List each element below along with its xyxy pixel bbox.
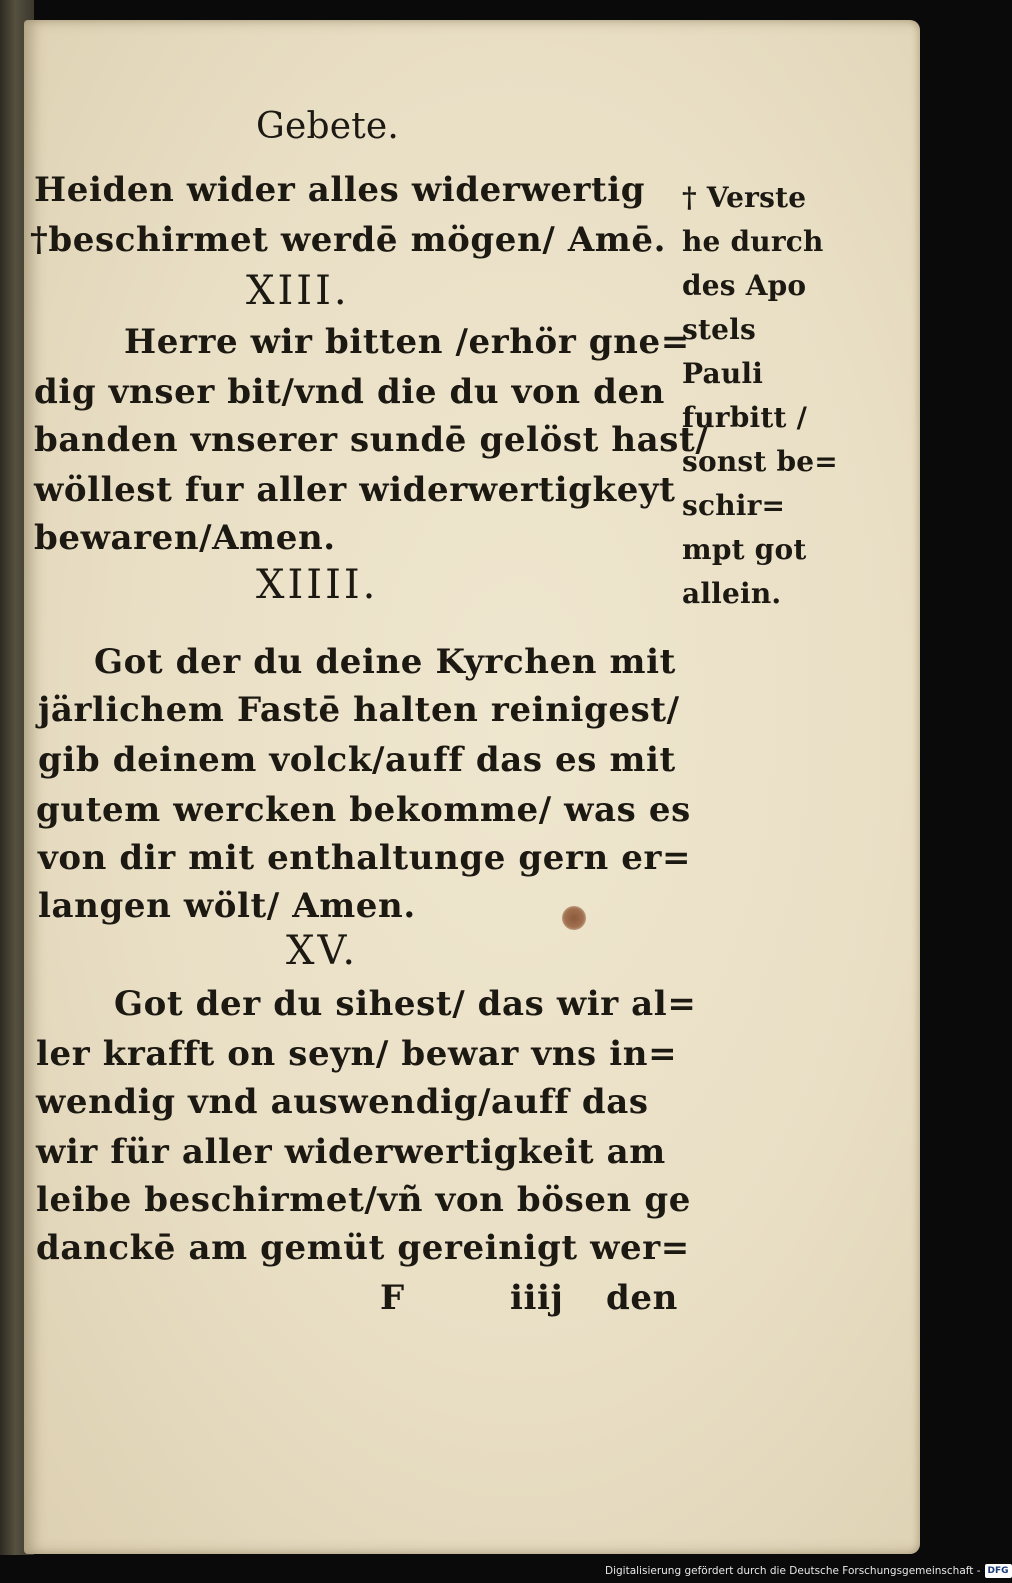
margin-note-line: stels — [682, 313, 756, 346]
prayer-13-line-2: dig vnser bit/vnd die du von den — [34, 372, 666, 412]
margin-note-line: des Apo — [682, 269, 807, 302]
ink-stain — [562, 906, 586, 930]
prayer-number-15: XV. — [286, 928, 359, 974]
margin-note-line: Pauli — [682, 357, 764, 390]
text-line-top-2: †beschirmet werdē mögen/ Amē. — [30, 220, 667, 260]
prayer-number-13: XIII. — [246, 268, 350, 314]
prayer-14-line-3: gib deinem volck/auff das es mit — [38, 740, 676, 780]
prayer-15-line-3: wendig vnd auswendig/auff das — [36, 1082, 649, 1122]
prayer-15-line-2: ler krafft on seyn/ bewar vns in= — [36, 1034, 678, 1074]
prayer-14-line-1: Got der du deine Kyrchen mit — [94, 642, 676, 682]
prayer-13-line-5: bewaren/Amen. — [34, 518, 336, 558]
margin-note-line: allein. — [682, 577, 782, 610]
prayer-13-line-4: wöllest fur aller widerwertigkeyt — [34, 470, 676, 510]
prayer-15-line-4: wir für aller widerwertigkeit am — [36, 1132, 666, 1172]
leaf-number: iiij — [510, 1278, 564, 1318]
margin-note-line: mpt got — [682, 533, 807, 566]
dfg-logo: DFG — [985, 1564, 1012, 1578]
margin-note-line: furbitt / — [682, 401, 808, 434]
running-head: Gebete. — [256, 106, 400, 147]
margin-note — [682, 176, 838, 616]
prayer-15-line-5: leibe beschirmet/vñ von bösen ge — [36, 1180, 691, 1220]
margin-note-line: schir= — [682, 489, 786, 522]
prayer-number-14: XIIII. — [256, 562, 379, 608]
margin-note-line: sonst be= — [682, 445, 838, 478]
digitization-credit — [605, 1562, 1012, 1580]
prayer-15-line-1: Got der du sihest/ das wir al= — [114, 984, 697, 1024]
prayer-14-line-2: järlichem Fastē halten reinigest/ — [38, 690, 680, 730]
prayer-15-line-6: danckē am gemüt gereinigt wer= — [36, 1228, 690, 1268]
prayer-13-line-1: Herre wir bitten /erhör gne= — [124, 322, 690, 362]
prayer-14-line-5: von dir mit enthaltunge gern er= — [38, 838, 692, 878]
credit-text: Digitalisierung gefördert durch die Deutsche Forschungsgemeinschaft - — [605, 1565, 981, 1577]
prayer-13-line-3: banden vnserer sundē gelöst hast/ — [34, 420, 709, 460]
margin-note-line: † Verste — [682, 181, 807, 214]
catchword: den — [606, 1278, 678, 1318]
text-line-top-1: Heiden wider alles widerwertig — [34, 170, 646, 210]
margin-note-line: he durch — [682, 225, 824, 258]
prayer-14-line-6: langen wölt/ Amen. — [38, 886, 416, 926]
prayer-14-line-4: gutem wercken bekomme/ was es — [36, 790, 691, 830]
signature-mark: F — [380, 1278, 405, 1318]
